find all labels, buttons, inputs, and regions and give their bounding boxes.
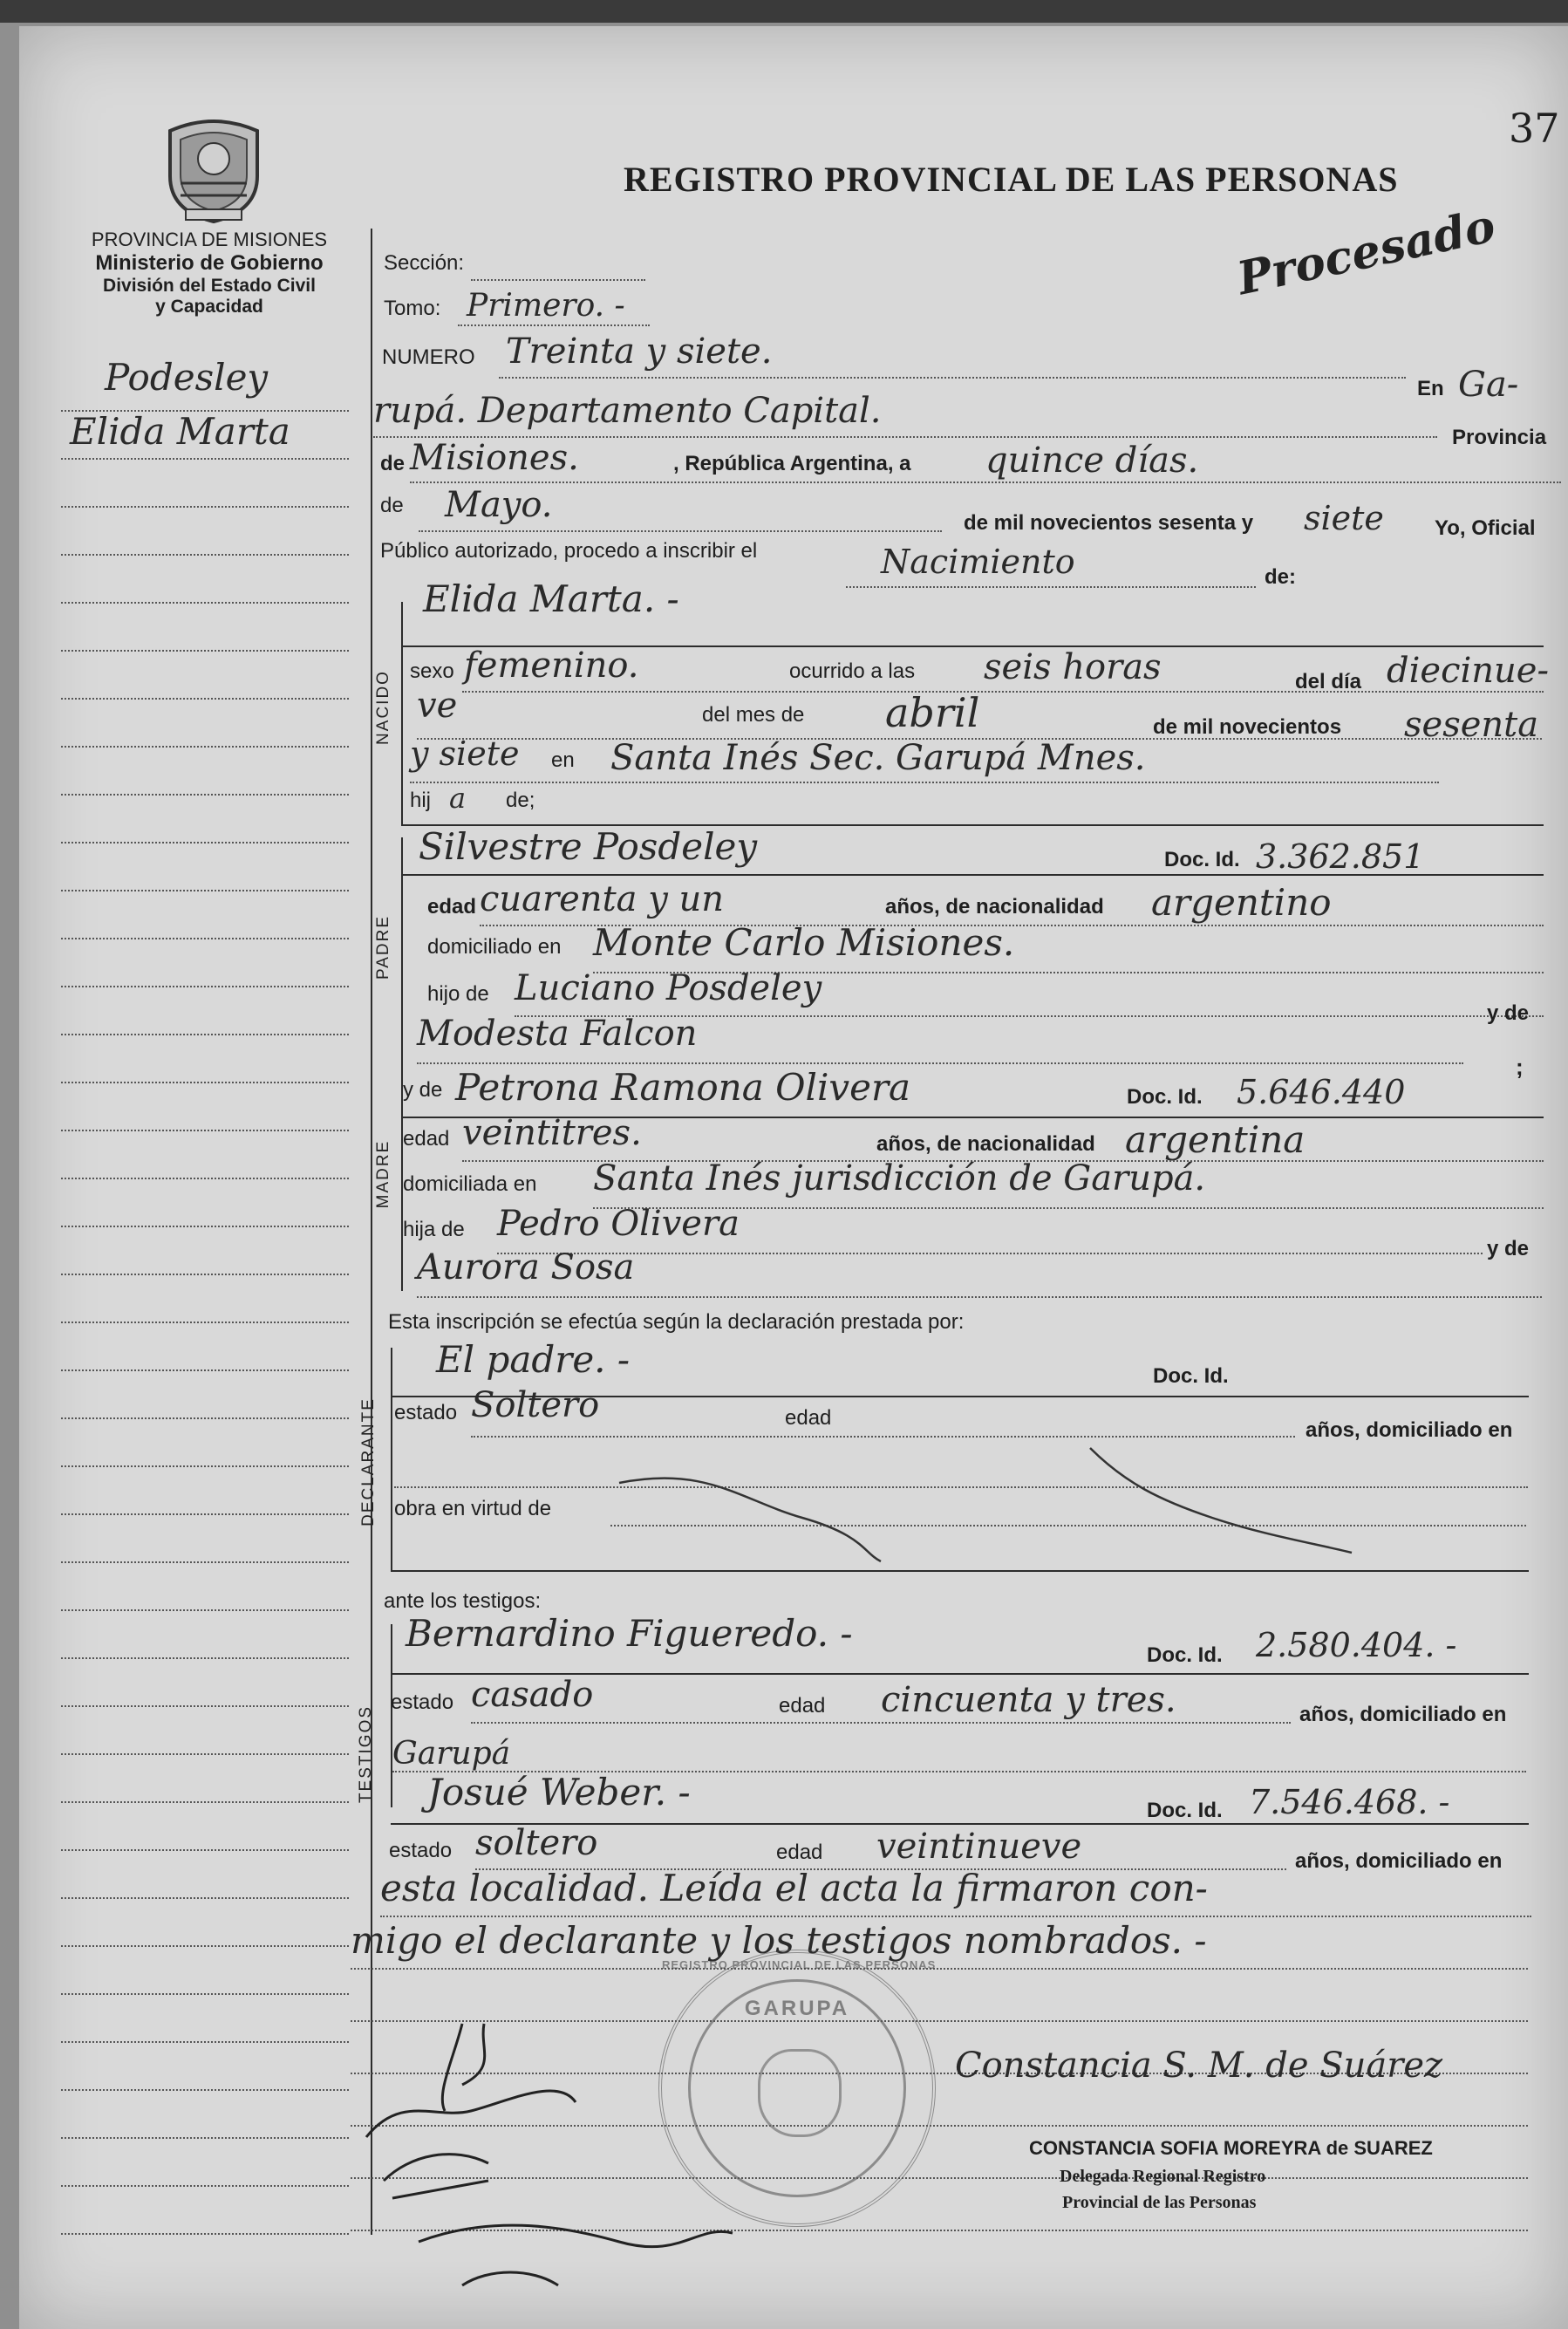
madre-parent-1: Pedro Olivera bbox=[497, 1204, 740, 1244]
testigo2-estado-label: estado bbox=[389, 1839, 453, 1862]
official-signature: Constancia S. M. de Suárez bbox=[955, 2046, 1443, 2086]
margin-note-names: Elida Marta bbox=[70, 410, 290, 453]
ocurrido-label: ocurrido a las bbox=[789, 659, 916, 683]
mes-label: del mes de bbox=[702, 703, 805, 727]
publico-label: Público autorizado, procedo a inscribir el bbox=[380, 539, 758, 563]
madre-name: Petrona Ramona Olivera bbox=[455, 1066, 911, 1109]
margin-rule bbox=[61, 842, 349, 843]
padre-section-label: PADRE bbox=[374, 914, 392, 980]
padre-name: Silvestre Posdeley bbox=[419, 825, 758, 868]
margin-rule bbox=[61, 746, 349, 748]
margin-rule bbox=[61, 890, 349, 891]
testigo1-name: Bernardino Figueredo. - bbox=[406, 1612, 853, 1655]
document-title: REGISTRO PROVINCIAL DE LAS PERSONAS bbox=[624, 160, 1399, 199]
seccion-label: Sección: bbox=[384, 251, 465, 275]
testigos-intro: ante los testigos: bbox=[384, 1589, 542, 1613]
margin-rule bbox=[61, 1274, 349, 1275]
scan-edge bbox=[0, 0, 1568, 23]
seccion-line bbox=[471, 279, 645, 281]
province-value: Misiones. bbox=[410, 438, 579, 478]
margin-rule bbox=[61, 938, 349, 939]
nacido-name: Elida Marta. - bbox=[423, 577, 679, 620]
tomo-line bbox=[458, 324, 650, 326]
republic-label: , República Argentina, a bbox=[673, 452, 911, 475]
margin-rule bbox=[61, 1513, 349, 1515]
madre-nac-label: años, de nacionalidad bbox=[876, 1132, 1095, 1156]
padre-hijo-label: hijo de bbox=[427, 982, 489, 1006]
witness-signatures bbox=[331, 2006, 855, 2320]
testigo1-doc-label: Doc. Id. bbox=[1147, 1643, 1223, 1667]
declarante-name: El padre. - bbox=[436, 1338, 631, 1381]
declarante-estado-label: estado bbox=[394, 1401, 458, 1424]
declarante-end-line bbox=[391, 1570, 1529, 1572]
padre-edad-label: edad bbox=[427, 895, 477, 919]
testigo2-name: Josué Weber. - bbox=[427, 1771, 691, 1813]
provincia-label: Provincia bbox=[1452, 426, 1547, 449]
padre-doc-label: Doc. Id. bbox=[1164, 848, 1240, 871]
declarante-section-label: DECLARANTE bbox=[359, 1397, 378, 1526]
testigo1-edad-label: edad bbox=[779, 1694, 826, 1718]
official-title-1: Delegada Regional Registro bbox=[1060, 2167, 1266, 2186]
margin-rule bbox=[61, 1082, 349, 1083]
madre-doc-value: 5.646.440 bbox=[1237, 1073, 1406, 1111]
padre-parent2-line bbox=[417, 1062, 1463, 1064]
place-part-1: Ga- bbox=[1458, 365, 1519, 405]
madre-parent2-line bbox=[417, 1296, 1542, 1298]
padre-dom-value: Monte Carlo Misiones. bbox=[593, 921, 1015, 964]
margin-rule bbox=[61, 1417, 349, 1419]
sexo-line bbox=[462, 691, 1544, 693]
lugar-value: Santa Inés Sec. Garupá Mnes. bbox=[610, 738, 1146, 778]
padre-semicolon: ; bbox=[1516, 1054, 1524, 1080]
hijo-suffix: a bbox=[449, 782, 467, 815]
official-title-2: Provincial de las Personas bbox=[1062, 2193, 1257, 2212]
padre-yde-label: y de bbox=[1487, 1001, 1530, 1025]
margin-rule bbox=[61, 2233, 349, 2235]
madre-yde2-label: y de bbox=[1487, 1237, 1530, 1260]
anio-value-2: y siete bbox=[410, 734, 520, 773]
margin-rule bbox=[61, 506, 349, 508]
testigo2-dom-label: años, domiciliado en bbox=[1295, 1849, 1503, 1873]
padre-dom-label: domiciliado en bbox=[427, 935, 562, 959]
margin-rule bbox=[61, 1801, 349, 1803]
margin-rule bbox=[61, 2089, 349, 2091]
margin-rule bbox=[61, 1561, 349, 1563]
margin-rule bbox=[61, 1609, 349, 1611]
declarante-estado-value: Soltero bbox=[471, 1385, 600, 1425]
testigo1-dom-value: Garupá bbox=[392, 1736, 511, 1772]
oficial-label: Yo, Oficial bbox=[1435, 516, 1536, 540]
place-part-2: rupá. Departamento Capital. bbox=[373, 391, 882, 431]
division-line-1: División del Estado Civil bbox=[103, 276, 316, 296]
de-label: de bbox=[380, 452, 406, 475]
padre-doc-value: 3.362.851 bbox=[1256, 837, 1425, 876]
official-printed-name: CONSTANCIA SOFIA MOREYRA de SUAREZ bbox=[1029, 2137, 1433, 2159]
madre-dom-value: Santa Inés jurisdicción de Garupá. bbox=[593, 1158, 1206, 1199]
madre-edad-label: edad bbox=[403, 1127, 450, 1151]
testigo1-estado-line bbox=[471, 1722, 1291, 1724]
mes-value: abril bbox=[885, 689, 980, 736]
margin-rule bbox=[61, 1322, 349, 1323]
margin-rule bbox=[61, 986, 349, 987]
processed-annotation: Procesado bbox=[1232, 199, 1500, 306]
margin-note-surname: Podesley bbox=[105, 356, 269, 399]
numero-line bbox=[499, 377, 1406, 379]
en-label: En bbox=[1417, 377, 1444, 400]
madre-doc-label: Doc. Id. bbox=[1127, 1085, 1203, 1109]
margin-rule bbox=[61, 1465, 349, 1467]
declarante-dom-label: años, domiciliado en bbox=[1306, 1418, 1513, 1442]
margin-rule bbox=[61, 794, 349, 796]
testigo1-edad-value: cincuenta y tres. bbox=[881, 1680, 1176, 1720]
closing-line-2-rule bbox=[351, 1968, 1528, 1970]
dia-value-2: ve bbox=[417, 686, 458, 726]
tomo-value: Primero. - bbox=[467, 288, 625, 324]
hora-value: seis horas bbox=[984, 647, 1162, 687]
margin-rule bbox=[61, 458, 349, 460]
testigo2-estado-value: soltero bbox=[475, 1823, 598, 1863]
dia-value-1: diecinue- bbox=[1387, 651, 1549, 691]
anio-value-1: sesenta bbox=[1404, 705, 1539, 745]
numero-value: Treinta y siete. bbox=[506, 331, 773, 372]
testigo2-edad-label: edad bbox=[776, 1841, 823, 1864]
margin-rule bbox=[61, 1897, 349, 1899]
padre-edad-value: cuarenta y un bbox=[480, 879, 725, 919]
testigo2-doc-value: 7.546.468. - bbox=[1249, 1783, 1450, 1821]
nacido-bracket bbox=[401, 602, 403, 824]
madre-dom-label: domiciliada en bbox=[403, 1172, 537, 1196]
margin-rule bbox=[61, 1034, 349, 1035]
day-value: quince días. bbox=[985, 441, 1199, 481]
declarante-doc-label: Doc. Id. bbox=[1153, 1364, 1229, 1388]
closing-line-2: migo el declarante y los testigos nombrados. - bbox=[351, 1919, 1207, 1962]
page-number: 37 bbox=[1509, 105, 1560, 152]
margin-rule bbox=[61, 2137, 349, 2139]
margin-rule bbox=[61, 1753, 349, 1755]
declarante-intro: Esta inscripción se efectúa según la declaración prestada por: bbox=[388, 1310, 965, 1334]
tomo-label: Tomo: bbox=[384, 297, 441, 320]
madre-parent-2: Aurora Sosa bbox=[417, 1247, 635, 1287]
margin-rule bbox=[61, 1849, 349, 1851]
padre-parent-2: Modesta Falcon bbox=[417, 1014, 698, 1054]
lugar-line bbox=[410, 782, 1439, 783]
testigo1-estado-value: casado bbox=[471, 1675, 594, 1715]
declarante-edad-label: edad bbox=[785, 1406, 832, 1430]
margin-rule bbox=[61, 1226, 349, 1227]
margin-rule bbox=[61, 650, 349, 652]
margin-rule bbox=[61, 1945, 349, 1947]
province-name: PROVINCIA DE MISIONES bbox=[91, 229, 328, 250]
declarante-obra-label: obra en virtud de bbox=[394, 1497, 552, 1520]
margin-rule bbox=[61, 1178, 349, 1179]
madre-hija-label: hija de bbox=[403, 1218, 465, 1241]
madre-nac-value: argentina bbox=[1125, 1118, 1306, 1161]
year-value: siete bbox=[1304, 499, 1384, 537]
hijo-de-label: de; bbox=[506, 789, 535, 812]
testigos-bracket bbox=[391, 1624, 392, 1807]
dia-label: del día bbox=[1295, 670, 1362, 693]
nacido-section-label: NACIDO bbox=[374, 670, 392, 745]
testigo1-doc-value: 2.580.404. - bbox=[1256, 1626, 1457, 1664]
padre-nac-value: argentino bbox=[1151, 881, 1332, 924]
act-line bbox=[846, 586, 1256, 588]
ministry-name: Ministerio de Gobierno bbox=[95, 251, 324, 275]
sexo-label: sexo bbox=[410, 659, 454, 683]
padre-bracket bbox=[401, 837, 403, 1073]
madre-edad-value: veintitres. bbox=[462, 1113, 642, 1153]
testigo2-edad-value: veintinueve bbox=[876, 1827, 1082, 1867]
madre-parent-line bbox=[497, 1253, 1483, 1254]
year-label: de mil novecientos sesenta y bbox=[964, 511, 1254, 535]
sexo-value: femenino. bbox=[464, 645, 639, 686]
testigo2-doc-label: Doc. Id. bbox=[1147, 1799, 1223, 1822]
de2-label: de bbox=[380, 494, 404, 517]
date-line bbox=[410, 482, 1561, 483]
margin-rule bbox=[61, 1369, 349, 1371]
coat-of-arms bbox=[161, 115, 266, 224]
madre-section-label: MADRE bbox=[374, 1139, 392, 1209]
testigos-section-label: TESTIGOS bbox=[357, 1704, 375, 1804]
anio-label: de mil novecientos bbox=[1153, 715, 1342, 739]
month-value: Mayo. bbox=[445, 485, 553, 525]
padre-nac-label: años, de nacionalidad bbox=[885, 895, 1104, 919]
division-line-2: y Capacidad bbox=[155, 297, 263, 317]
margin-rule bbox=[61, 2185, 349, 2187]
numero-label: NUMERO bbox=[382, 345, 475, 369]
stamp-town: GARUPA bbox=[744, 1997, 850, 2020]
margin-rule bbox=[61, 698, 349, 700]
margin-rule bbox=[61, 554, 349, 556]
margin-rule bbox=[61, 2041, 349, 2043]
stamp-ring-text: REGISTRO PROVINCIAL DE LAS PERSONAS bbox=[662, 1958, 937, 1971]
madre-yde-label: y de bbox=[403, 1078, 443, 1102]
closing-line-1-rule bbox=[380, 1916, 1531, 1917]
month-line bbox=[419, 530, 942, 532]
margin-rule bbox=[61, 1657, 349, 1659]
en-place-label: en bbox=[551, 748, 575, 772]
padre-parent-1: Luciano Posdeley bbox=[515, 968, 822, 1008]
closing-line-1: esta localidad. Leída el acta la firmaron con- bbox=[380, 1867, 1208, 1909]
margin-rule bbox=[61, 1130, 349, 1131]
hijo-label: hij bbox=[410, 789, 432, 812]
testigo1-estado-label: estado bbox=[391, 1690, 454, 1714]
declarante-bracket bbox=[391, 1348, 392, 1570]
margin-rule bbox=[61, 602, 349, 604]
de3-label: de: bbox=[1265, 565, 1296, 589]
padre-name-line bbox=[401, 874, 1544, 876]
testigo1-dom-label: años, domiciliado en bbox=[1299, 1703, 1507, 1726]
margin-rule bbox=[61, 1705, 349, 1707]
cancellation-stroke bbox=[602, 1431, 1387, 1570]
act-value: Nacimiento bbox=[881, 543, 1075, 581]
margin-rule bbox=[61, 1993, 349, 1995]
